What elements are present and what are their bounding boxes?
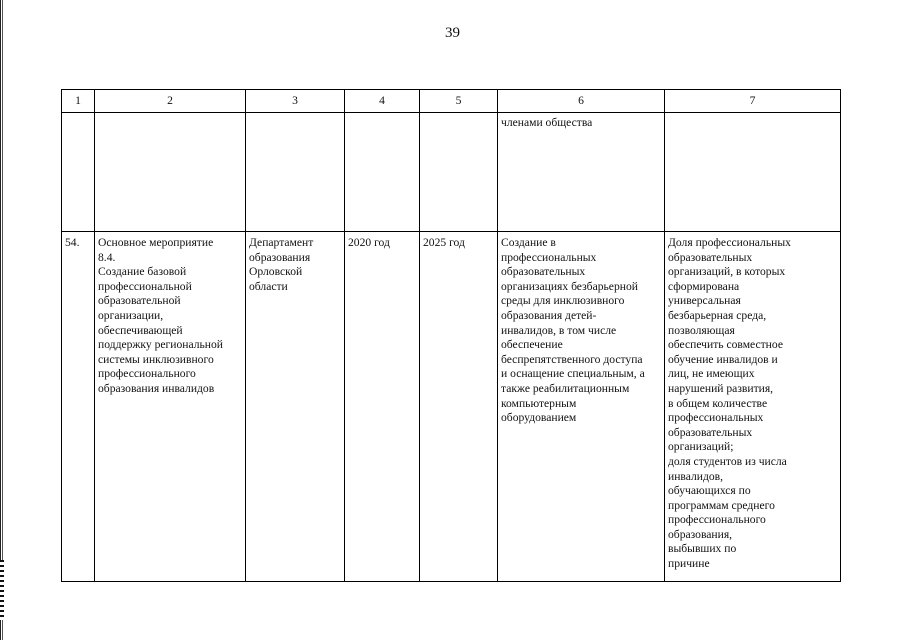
cell-empty — [95, 113, 246, 232]
cell-result-continuation: членами общества — [498, 113, 665, 232]
cell-executor: Департамент образования Орловской области — [246, 232, 345, 582]
table-row-54 — [62, 232, 841, 582]
cell-start-year: 2020 год — [345, 232, 420, 582]
header-col-2: 2 — [95, 90, 246, 113]
cell-empty — [665, 113, 841, 232]
header-col-6: 6 — [498, 90, 665, 113]
cell-empty — [62, 113, 95, 232]
cell-empty — [246, 113, 345, 232]
cell-expected-result: Создание в профессиональных образовательных организациях безбарьерной среды для инклюзивного образования детей- инвалидов, в том числе обеспечение беспрепятственного доступа и оснащение специальным, а также реабилитационным компьютерным оборудованием — [498, 232, 665, 582]
table-row-continuation — [62, 113, 841, 232]
cell-indicator: Доля профессиональных образовательных организаций, в которых сформирована универсальная безбарьерная среда, позволяющая обеспечить совместное обучение инвалидов и лиц, не имеющих нарушений развития, в общем количестве профессиональных образовательных организаций; доля студентов из числа инвалидов, обучающихся по программам среднего профессионального образования, выбывших по причине — [665, 232, 841, 582]
page-left-edge — [0, 0, 3, 640]
cell-row-number: 54. — [62, 232, 95, 582]
header-col-7: 7 — [665, 90, 841, 113]
header-col-4: 4 — [345, 90, 420, 113]
table-header-row — [62, 90, 841, 113]
header-col-1: 1 — [62, 90, 95, 113]
header-col-5: 5 — [420, 90, 498, 113]
cell-end-year: 2025 год — [420, 232, 498, 582]
page-number: 39 — [445, 25, 460, 41]
program-table — [61, 89, 841, 582]
cell-measure: Основное мероприятие 8.4. Создание базовой профессиональной образовательной организации, обеспечивающей поддержку региональной системы инклюзивного профессионального образования инвалидов — [95, 232, 246, 582]
header-col-3: 3 — [246, 90, 345, 113]
scan-margin-marks — [0, 560, 4, 620]
cell-empty — [345, 113, 420, 232]
cell-empty — [420, 113, 498, 232]
